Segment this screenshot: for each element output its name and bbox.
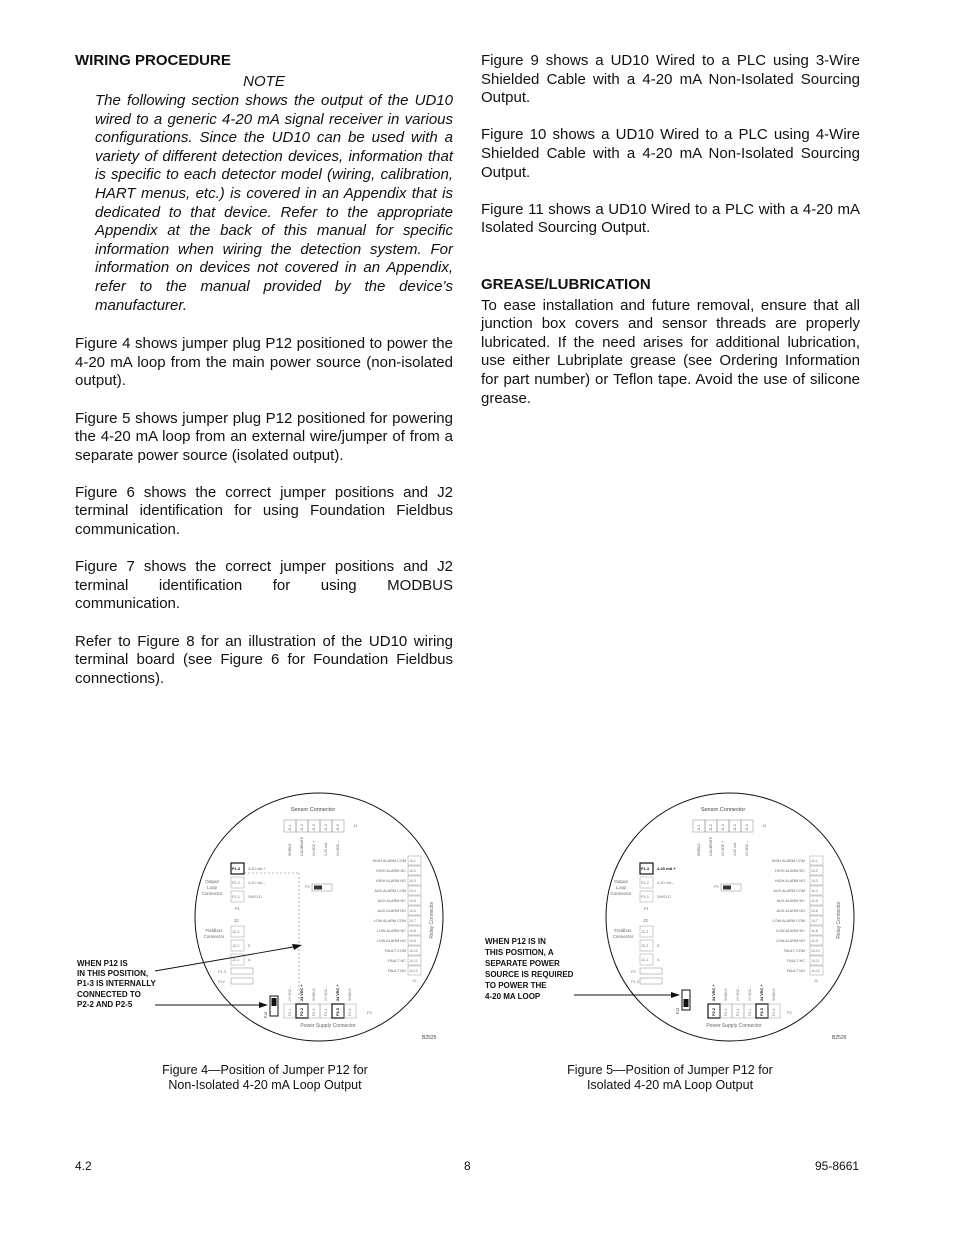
- svg-text:Connector: Connector: [612, 934, 634, 939]
- paragraph-figure-6: Figure 6 shows the correct jumper positions and J2 terminal identification for using Foundation Fieldbus communication.: [75, 483, 453, 539]
- svg-text:J1-1: J1-1: [697, 824, 701, 831]
- figure-5-code: B2526: [832, 1035, 847, 1041]
- svg-text:J2-1: J2-1: [641, 958, 649, 962]
- left-column: [75, 52, 453, 688]
- j2-terminal-block: [231, 926, 251, 965]
- svg-text:J4-4: J4-4: [409, 889, 416, 893]
- svg-text:LOW ALARM NO: LOW ALARM NO: [775, 939, 805, 943]
- svg-text:THIS POSITION, A: THIS POSITION, A: [485, 948, 554, 957]
- svg-text:J4-12: J4-12: [811, 969, 820, 973]
- svg-text:P2: P2: [787, 1010, 792, 1015]
- svg-text:24 VDC +: 24 VDC +: [721, 840, 725, 856]
- svg-text:24 VDC –: 24 VDC –: [336, 840, 340, 856]
- svg-text:FAULT COM: FAULT COM: [783, 949, 805, 953]
- svg-text:Loop: Loop: [206, 885, 218, 890]
- paragraph-figure-5: Figure 5 shows jumper plug P12 positioned for powering the 4-20 mA loop from an external wire/jumper of from a separate power source (isolated output).: [75, 409, 453, 464]
- svg-text:J2: J2: [643, 918, 648, 923]
- svg-text:WHEN P12 IS IN: WHEN P12 IS IN: [485, 937, 546, 946]
- svg-text:Connector: Connector: [201, 891, 223, 896]
- svg-text:J4-5: J4-5: [409, 899, 416, 903]
- svg-text:P1-1: P1-1: [232, 895, 241, 899]
- svg-text:P2-4: P2-4: [324, 1008, 328, 1016]
- svg-text:P12: P12: [218, 980, 225, 984]
- svg-text:4-20 mA –: 4-20 mA –: [657, 881, 675, 885]
- svg-text:AUX ALARM NO: AUX ALARM NO: [377, 909, 406, 913]
- svg-text:AUX ALARM NC: AUX ALARM NC: [776, 899, 805, 903]
- svg-text:J4-9: J4-9: [409, 939, 416, 943]
- note-title: NOTE: [243, 73, 285, 90]
- svg-text:J4-2: J4-2: [409, 869, 416, 873]
- svg-text:J2-2: J2-2: [641, 944, 649, 948]
- svg-text:FAULT NC: FAULT NC: [387, 959, 406, 963]
- svg-text:J4-8: J4-8: [409, 929, 416, 933]
- svg-text:P3: P3: [305, 885, 310, 889]
- svg-text:P2-2 AND P2-5: P2-2 AND P2-5: [77, 1000, 133, 1009]
- svg-text:J4-7: J4-7: [811, 919, 818, 923]
- paragraph-figure-9: Figure 9 shows a UD10 Wired to a PLC using 3-Wire Shielded Cable with a 4-20 mA Non-Isolated Sourcing Output.: [481, 52, 860, 107]
- svg-text:J4-7: J4-7: [409, 919, 416, 923]
- figure-4-callout: [77, 959, 156, 1009]
- svg-text:P1: P1: [235, 906, 240, 911]
- svg-text:FAULT COM: FAULT COM: [384, 949, 406, 953]
- svg-text:Output: Output: [614, 879, 628, 884]
- figure-5-caption: Figure 5—Position of Jumper P12 for Isolated 4-20 mA Loop Output: [567, 1063, 773, 1092]
- svg-text:LOW ALARM NO: LOW ALARM NO: [376, 939, 406, 943]
- svg-text:HIGH ALARM NC: HIGH ALARM NC: [775, 869, 805, 873]
- sensor-connector-label: Sensor Connector: [700, 807, 746, 813]
- svg-text:LOW ALARM COM: LOW ALARM COM: [373, 919, 406, 923]
- footer-page-number: 8: [464, 1159, 471, 1173]
- svg-text:24 VDC –: 24 VDC –: [288, 985, 292, 1001]
- j1-terminal-block: [693, 820, 767, 856]
- note-body: The following section shows the output of the UD10 wired to a generic 4-20 mA signal receiver in various configurations. Since the UD10 can be used with a variety of different detection devices, information that is specific to each detector model (wiring, calibration, HART menus, etc.) is covered in an Appendix that is dedicated to that device. Refer to the appropriate Appendix at the back of this manual for specific information when wiring the detection system. For information on devices not covered in an Appendix, refer to the manual provided by the device’s manufacturer.: [95, 92, 453, 314]
- j2-terminal-block: [640, 926, 660, 965]
- right-column: [481, 52, 860, 427]
- p1-terminal-block: [231, 863, 266, 911]
- svg-text:J4-6: J4-6: [811, 909, 818, 913]
- svg-text:Loop: Loop: [615, 885, 627, 890]
- svg-text:J4-3: J4-3: [811, 879, 818, 883]
- svg-text:P2: P2: [367, 1010, 372, 1015]
- svg-text:AUX ALARM NO: AUX ALARM NO: [776, 909, 805, 913]
- svg-text:P1-3: P1-3: [641, 867, 650, 871]
- svg-text:LOW ALARM NC: LOW ALARM NC: [775, 929, 805, 933]
- svg-text:P2-2: P2-2: [300, 1007, 304, 1016]
- svg-text:P12: P12: [264, 1011, 268, 1018]
- svg-text:B: B: [657, 944, 660, 948]
- svg-text:WHEN P12 IS: WHEN P12 IS: [77, 959, 128, 968]
- svg-text:J4-5: J4-5: [811, 899, 818, 903]
- svg-text:J1-4: J1-4: [324, 824, 328, 831]
- svg-text:24 VDC +: 24 VDC +: [312, 840, 316, 856]
- svg-text:J1-2: J1-2: [709, 824, 713, 831]
- svg-text:J4: J4: [412, 979, 416, 983]
- svg-text:Fieldbus: Fieldbus: [205, 928, 223, 933]
- power-supply-connector-label: Power Supply Connector: [706, 1023, 762, 1029]
- svg-text:P2-1: P2-1: [288, 1008, 292, 1016]
- svg-text:AUX ALARM COM: AUX ALARM COM: [374, 889, 406, 893]
- svg-text:J2-3: J2-3: [641, 930, 649, 934]
- relay-terminal-block: [373, 856, 421, 983]
- svg-text:P2-6: P2-6: [348, 1008, 352, 1016]
- svg-text:CALIBRATE: CALIBRATE: [709, 836, 713, 856]
- svg-text:HIGH ALARM NO: HIGH ALARM NO: [375, 879, 406, 883]
- svg-text:Connector: Connector: [610, 891, 632, 896]
- svg-text:J4-6: J4-6: [409, 909, 416, 913]
- svg-text:P2-3: P2-3: [312, 1008, 316, 1016]
- svg-text:J1-4: J1-4: [733, 824, 737, 831]
- svg-text:J1-5: J1-5: [336, 824, 340, 831]
- p1-terminal-block: [640, 863, 677, 911]
- svg-text:24 VDC –: 24 VDC –: [736, 985, 740, 1001]
- svg-text:IN THIS POSITION,: IN THIS POSITION,: [77, 969, 149, 978]
- svg-text:P2-5: P2-5: [336, 1007, 340, 1016]
- svg-text:FAULT NO: FAULT NO: [786, 969, 805, 973]
- footer-document-number: 95-8661: [815, 1159, 860, 1173]
- svg-text:P12: P12: [676, 1007, 680, 1014]
- svg-text:J1-1: J1-1: [288, 824, 292, 831]
- svg-text:P1-3 IS INTERNALLY: P1-3 IS INTERNALLY: [77, 979, 156, 988]
- svg-text:SHIELD: SHIELD: [312, 988, 316, 1001]
- svg-text:P1: P1: [644, 906, 649, 911]
- svg-text:CONNECTED TO: CONNECTED TO: [77, 990, 141, 999]
- svg-text:4-20 MA LOOP: 4-20 MA LOOP: [485, 992, 541, 1001]
- svg-text:J4-4: J4-4: [811, 889, 818, 893]
- svg-text:J1-3: J1-3: [312, 824, 316, 831]
- svg-text:SHIELD: SHIELD: [248, 895, 262, 899]
- p12-jumper: [264, 996, 278, 1018]
- p1-3-description: 4-20 mA +: [657, 866, 676, 871]
- paragraph-figure-7: Figure 7 shows the correct jumper positions and J2 terminal identification for using MODBUS communication.: [75, 558, 453, 613]
- j1-terminal-block: [284, 820, 358, 856]
- svg-text:P1-2: P1-2: [641, 881, 650, 885]
- svg-text:P2-2: P2-2: [712, 1007, 716, 1016]
- svg-text:P1-3: P1-3: [218, 970, 227, 974]
- relay-connector-label: Relay Connector: [836, 901, 842, 939]
- svg-text:SHIELD: SHIELD: [724, 988, 728, 1001]
- svg-text:J4-11: J4-11: [811, 959, 820, 963]
- svg-text:P2-1: P2-1: [748, 1008, 752, 1016]
- svg-text:24 VDC –: 24 VDC –: [745, 840, 749, 856]
- svg-text:J2: J2: [234, 918, 239, 923]
- svg-text:SHIELD: SHIELD: [288, 843, 292, 856]
- footer-revision: 4.2: [75, 1159, 92, 1173]
- svg-text:J4-2: J4-2: [811, 869, 818, 873]
- svg-text:24 VDC +: 24 VDC +: [300, 984, 304, 1001]
- svg-text:LOW ALARM COM: LOW ALARM COM: [772, 919, 805, 923]
- svg-text:P3: P3: [631, 970, 636, 974]
- svg-text:P3: P3: [714, 885, 719, 889]
- svg-text:FAULT NO: FAULT NO: [387, 969, 406, 973]
- svg-text:24 VDC –: 24 VDC –: [324, 985, 328, 1001]
- svg-text:A: A: [657, 958, 660, 962]
- svg-text:HIGH ALARM COM: HIGH ALARM COM: [372, 859, 406, 863]
- p12-jumper: [676, 990, 690, 1014]
- svg-text:P2-6: P2-6: [772, 1008, 776, 1016]
- svg-text:HIGH ALARM NC: HIGH ALARM NC: [376, 869, 406, 873]
- svg-text:24 VDC +: 24 VDC +: [712, 984, 716, 1001]
- svg-text:J4-10: J4-10: [409, 949, 418, 953]
- svg-text:J4: J4: [814, 979, 818, 983]
- svg-text:FAULT NC: FAULT NC: [786, 959, 805, 963]
- svg-text:J4-1: J4-1: [811, 859, 818, 863]
- svg-text:J1-3: J1-3: [721, 824, 725, 831]
- paragraph-figure-8: Refer to Figure 8 for an illustration of the UD10 wiring terminal board (see Figure 6 for Foundation Fieldbus connections).: [75, 632, 453, 687]
- relay-connector-label: Relay Connector: [429, 901, 435, 939]
- svg-text:Connector: Connector: [203, 934, 225, 939]
- grease-lubrication-heading: GREASE/LUBRICATION: [481, 275, 651, 293]
- svg-text:HIGH ALARM COM: HIGH ALARM COM: [771, 859, 805, 863]
- svg-text:SHIELD: SHIELD: [772, 988, 776, 1001]
- svg-text:SHIELD: SHIELD: [348, 988, 352, 1001]
- svg-text:J4-11: J4-11: [409, 959, 418, 963]
- svg-text:J1: J1: [762, 823, 767, 828]
- paragraph-figure-11: Figure 11 shows a UD10 Wired to a PLC with a 4-20 mA Isolated Sourcing Output.: [481, 200, 860, 237]
- svg-text:J4-10: J4-10: [811, 949, 820, 953]
- svg-text:Output: Output: [205, 879, 219, 884]
- svg-text:J1-2: J1-2: [300, 824, 304, 831]
- svg-text:SEPARATE POWER: SEPARATE POWER: [485, 959, 560, 968]
- svg-text:P2-4: P2-4: [736, 1008, 740, 1016]
- svg-text:J4-3: J4-3: [409, 879, 416, 883]
- svg-text:AUX ALARM COM: AUX ALARM COM: [773, 889, 805, 893]
- svg-text:P1-1: P1-1: [641, 895, 650, 899]
- output-loop-connector-label: [202, 879, 223, 896]
- sensor-connector-label: Sensor Connector: [290, 807, 336, 813]
- svg-text:SHIELD: SHIELD: [657, 895, 671, 899]
- svg-text:SHIELD: SHIELD: [697, 843, 701, 856]
- svg-text:P1-2: P1-2: [232, 881, 241, 885]
- paragraph-figure-10: Figure 10 shows a UD10 Wired to a PLC using 4-Wire Shielded Cable with a 4-20 mA Non-Isolated Sourcing Output.: [481, 126, 860, 181]
- figure-5-diagram: [484, 790, 874, 1060]
- power-supply-connector-label: Power Supply Connector: [300, 1023, 356, 1029]
- svg-text:4-20 mA: 4-20 mA: [733, 842, 737, 856]
- grease-paragraph: To ease installation and future removal, ensure that all junction box covers and sensor threads are properly lubricated. If the need arises for additional lubrication, use either Lubriplate grease (see Ordering Information for part number) or Teflon tape. Avoid the use of silicone grease.: [481, 296, 860, 407]
- svg-text:B: B: [248, 944, 251, 948]
- svg-text:P1-3: P1-3: [631, 980, 640, 984]
- paragraph-figure-4: Figure 4 shows jumper plug P12 positioned to power the 4-20 mA loop from the main power source (non-isolated output).: [75, 335, 453, 390]
- svg-text:HIGH ALARM NO: HIGH ALARM NO: [774, 879, 805, 883]
- svg-text:4-20 mA –: 4-20 mA –: [248, 881, 266, 885]
- svg-text:24 VDC +: 24 VDC +: [336, 984, 340, 1001]
- svg-text:P2-3: P2-3: [724, 1008, 728, 1016]
- svg-text:J4-9: J4-9: [811, 939, 818, 943]
- svg-text:TO POWER THE: TO POWER THE: [485, 981, 547, 990]
- relay-terminal-block: [772, 856, 823, 983]
- wiring-procedure-heading: WIRING PROCEDURE: [75, 52, 231, 69]
- svg-text:J4-12: J4-12: [409, 969, 418, 973]
- svg-text:24 VDC –: 24 VDC –: [748, 985, 752, 1001]
- figure-4-caption: Figure 4—Position of Jumper P12 for Non-Isolated 4-20 mA Loop Output: [162, 1063, 368, 1092]
- svg-text:J2-2: J2-2: [232, 944, 240, 948]
- output-loop-connector-label: [611, 879, 632, 896]
- svg-text:P1-3: P1-3: [232, 867, 241, 871]
- p1-3-description: 4-20 mA +: [248, 867, 266, 871]
- svg-text:P2-5: P2-5: [760, 1007, 764, 1016]
- svg-text:J4-8: J4-8: [811, 929, 818, 933]
- svg-text:24 VDC +: 24 VDC +: [760, 984, 764, 1001]
- figure-4-diagram: [75, 790, 455, 1060]
- svg-text:J1: J1: [353, 823, 358, 828]
- figure-4-code: B2525: [422, 1035, 437, 1041]
- p2-terminal-block: [284, 984, 373, 1018]
- svg-text:CALIBRATE: CALIBRATE: [300, 836, 304, 856]
- svg-text:J2-3: J2-3: [232, 930, 240, 934]
- figure-5-callout: [485, 937, 574, 1001]
- svg-text:LOW ALARM NC: LOW ALARM NC: [376, 929, 406, 933]
- svg-text:J1-5: J1-5: [745, 824, 749, 831]
- svg-text:4-20 mA: 4-20 mA: [324, 842, 328, 856]
- svg-text:Fieldbus: Fieldbus: [614, 928, 632, 933]
- svg-text:SOURCE IS REQUIRED: SOURCE IS REQUIRED: [485, 970, 574, 979]
- svg-text:AUX ALARM NC: AUX ALARM NC: [377, 899, 406, 903]
- svg-text:J4-1: J4-1: [409, 859, 416, 863]
- p2-terminal-block: [708, 984, 793, 1018]
- svg-text:A: A: [248, 958, 251, 962]
- svg-text:J2-1: J2-1: [232, 958, 240, 962]
